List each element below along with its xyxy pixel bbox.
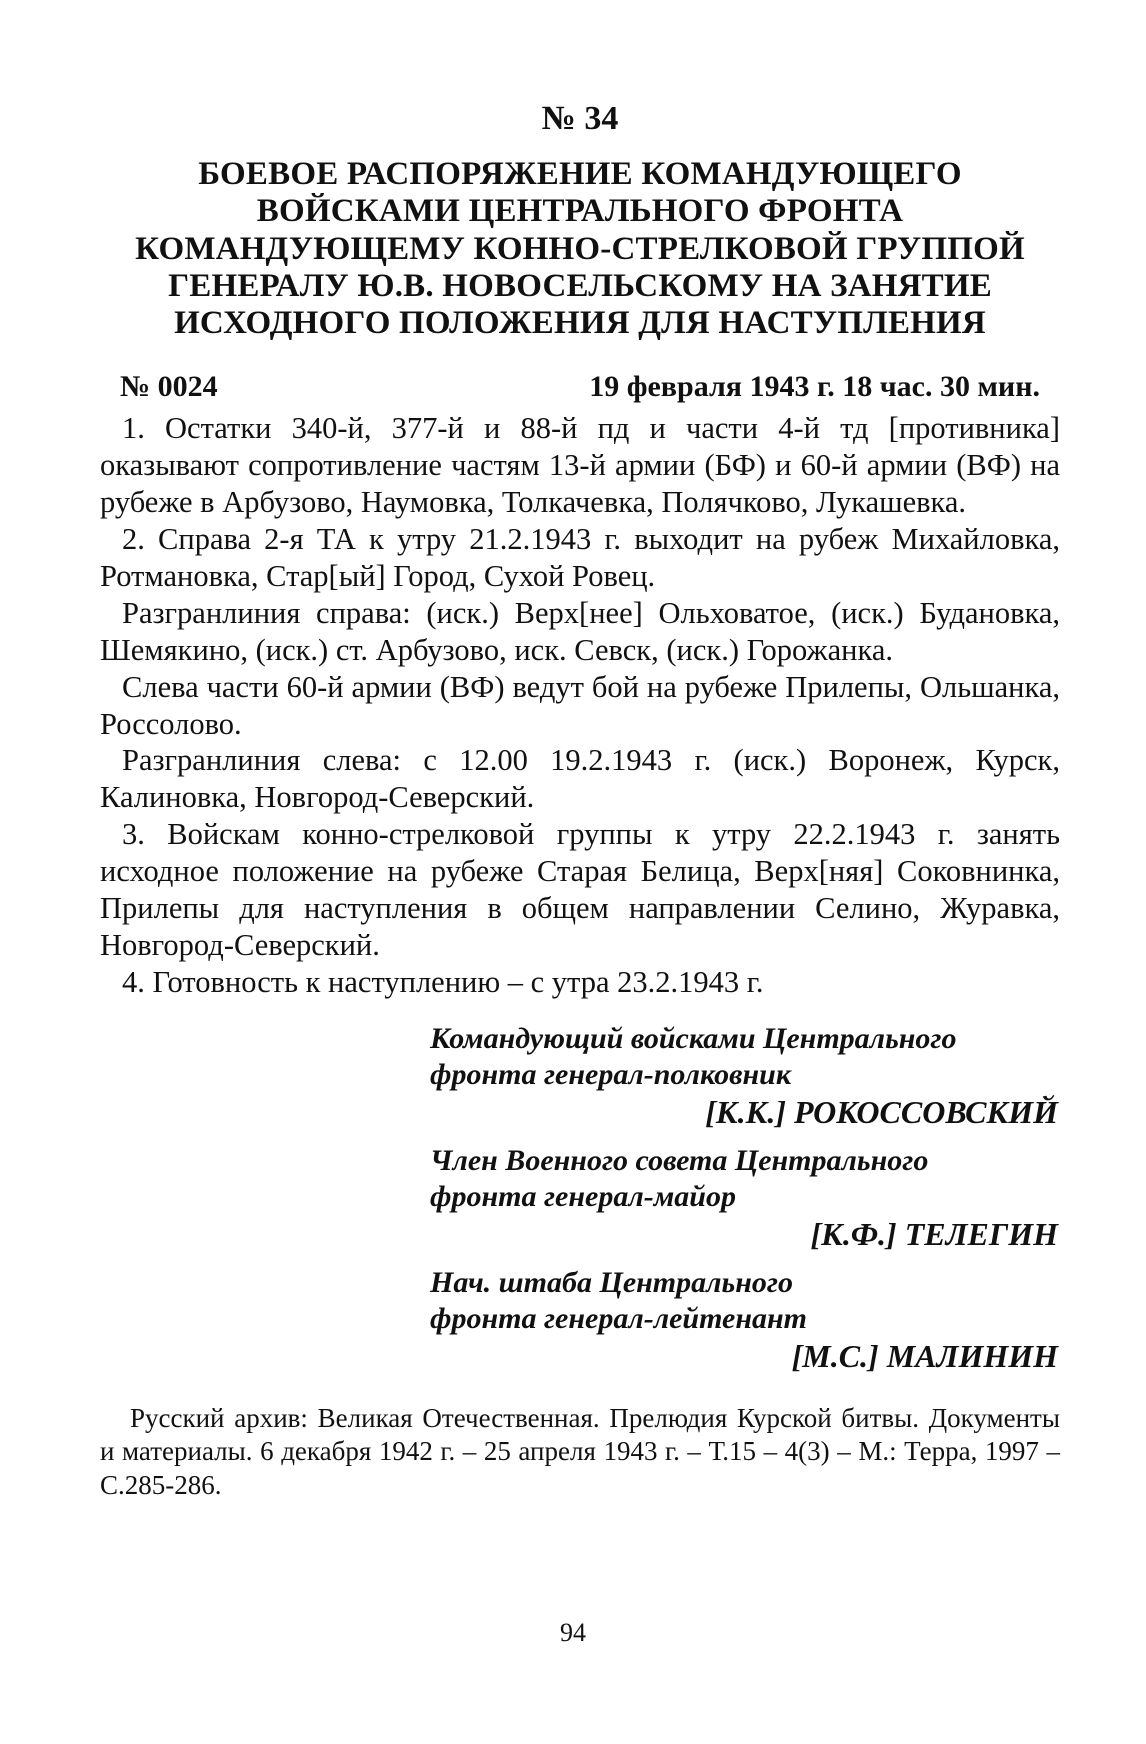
signature-position: Нач. штаба Центрального — [430, 1266, 793, 1300]
signatures — [100, 1021, 1060, 1376]
paragraph-1: 1. Остатки 340-й, 377-й и 88-й пд и части 4-й тд [противника] оказывают сопротивление частям 13-й армии (БФ) и 60-й армии (ВФ) на рубеже в Арбузово, Наумовка, Толкачевка, Полячково, Лукашевка. — [100, 411, 1060, 520]
signature-name: [К.К.] РОКОССОВСКИЙ — [705, 1093, 1058, 1130]
signature-name: [М.С.] МАЛИНИН — [791, 1338, 1058, 1375]
order-datetime: 19 февраля 1943 г. 18 час. 30 мин. — [589, 370, 1040, 404]
order-body — [100, 410, 1060, 1000]
paragraph-right-boundary: Разгранлиния справа: (иск.) Верх[нее] Ольховатое, (иск.) Будановка, Шемякино, (иск.) ст. Арбузово, иск. Севск, (иск.) Горожанка. — [100, 595, 1060, 667]
paragraph-left-units: Слева части 60-й армии (ВФ) ведут бой на рубеже Прилепы, Ольшанка, Россолово. — [100, 669, 1060, 741]
paragraph-left-boundary: Разгранлиния слева: с 12.00 19.2.1943 г. (иск.) Воронеж, Курск, Калиновка, Новгород-Северский. — [100, 743, 1060, 815]
paragraph-2: 2. Справа 2-я ТА к утру 21.2.1943 г. выходит на рубеж Михайловка, Ротмановка, Стар[ый] Город, Сухой Ровец. — [100, 522, 1060, 593]
document-title: БОЕВОЕ РАСПОРЯЖЕНИЕ КОМАНДУЮЩЕГО ВОЙСКАМИ ЦЕНТРАЛЬНОГО ФРОНТА КОМАНДУЮЩЕМУ КОННО-СТРЕЛКОВОЙ ГРУППОЙ ГЕНЕРАЛУ Ю.В. НОВОСЕЛЬСКОМУ НА ЗАНЯТИЕ ИСХОДНОГО ПОЛОЖЕНИЯ ДЛЯ НАСТУПЛЕНИЯ — [135, 156, 1025, 342]
paragraph-4: 4. Готовность к наступлению – с утра 23.2.1943 г. — [122, 964, 764, 999]
page-number: 94 — [560, 1618, 586, 1647]
signature-position: фронта генерал-майор — [430, 1180, 736, 1214]
signature-block — [430, 1143, 1060, 1253]
signature-position: фронта генерал-лейтенант — [430, 1302, 808, 1336]
order-number: № 0024 — [120, 370, 218, 404]
source-citation: Русский архив: Великая Отечественная. Прелюдия Курской битвы. Документы и материалы. 6 декабря 1942 г. – 25 апреля 1943 г. – Т.15 – 4(3) – М.: Терра, 1997 – С.285-286. — [100, 1402, 1060, 1500]
signature-name: [К.Ф.] ТЕЛЕГИН — [810, 1216, 1058, 1253]
paragraph-3: 3. Войскам конно-стрелковой группы к утру 22.2.1943 г. занять исходное положение на рубеже Старая Белица, Верх[няя] Соковнинка, Прилепы для наступления в общем направлении Селино, Журавка, Новгород-Северский. — [100, 817, 1060, 962]
signature-block — [430, 1265, 1060, 1375]
signature-block — [430, 1021, 1060, 1131]
signature-position: Командующий войсками Центрального — [430, 1021, 957, 1055]
document-number: № 34 — [541, 100, 619, 137]
signature-position: Член Военного совета Центрального — [430, 1144, 929, 1178]
document-page — [100, 100, 1060, 1502]
order-header — [100, 370, 1060, 404]
signature-position: фронта генерал-полковник — [430, 1057, 792, 1091]
